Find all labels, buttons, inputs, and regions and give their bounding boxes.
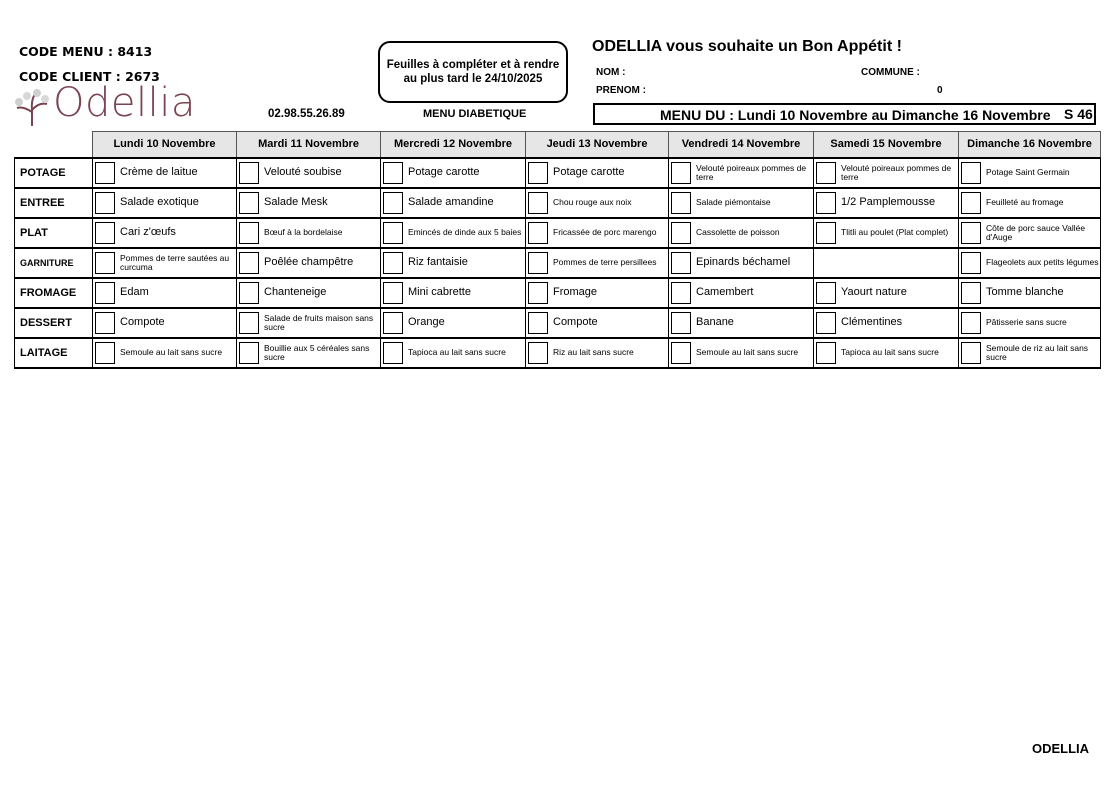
menu-cell [814, 308, 959, 338]
selection-checkbox[interactable] [528, 192, 548, 214]
dish-name: Fricassée de porc marengo [553, 227, 657, 238]
menu-cell [93, 278, 237, 308]
selection-checkbox[interactable] [961, 312, 981, 334]
category-label: POTAGE [15, 158, 93, 188]
menu-cell [669, 308, 814, 338]
dish-name: Potage Saint Germain [986, 167, 1070, 178]
dish-name: Camembert [696, 285, 754, 298]
selection-checkbox[interactable] [671, 312, 691, 334]
menu-cell [237, 338, 381, 368]
dish-name: Feuilleté au fromage [986, 197, 1064, 208]
menu-cell [526, 188, 669, 218]
selection-checkbox[interactable] [95, 192, 115, 214]
menu-cell [93, 188, 237, 218]
phone-number: 02.98.55.26.89 [268, 108, 345, 120]
dish-name: Salade piémontaise [696, 197, 771, 208]
selection-checkbox[interactable] [671, 222, 691, 244]
selection-checkbox[interactable] [961, 192, 981, 214]
menu-row [15, 278, 1101, 308]
dish-name: Emincés de dinde aux 5 baies [408, 227, 522, 238]
menu-grid [14, 131, 1101, 369]
day-header: Mercredi 12 Novembre [381, 132, 526, 158]
dish-name: Velouté soubise [264, 165, 342, 178]
deadline-box [378, 41, 568, 103]
nom-label: NOM : [596, 67, 626, 78]
day-header: Mardi 11 Novembre [237, 132, 381, 158]
week-number: S 46 [1064, 106, 1093, 122]
menu-cell [959, 218, 1101, 248]
dish-name: Riz au lait sans sucre [553, 347, 634, 358]
dish-name: Salade Mesk [264, 195, 328, 208]
menu-cell [814, 218, 959, 248]
dish-name: Tlitli au poulet (Plat complet) [841, 227, 949, 238]
menu-cell [381, 338, 526, 368]
dish-name: Fromage [553, 285, 598, 298]
corner-cell [15, 132, 93, 158]
code-menu: CODE MENU : 8413 [19, 44, 153, 59]
deadline-text: Feuilles à compléter et à rendre au plus tard le 24/10/2025 [386, 58, 560, 85]
selection-checkbox[interactable] [528, 252, 548, 274]
menu-cell [669, 248, 814, 278]
menu-cell [959, 278, 1101, 308]
menu-cell [959, 158, 1101, 188]
dish-name: Velouté poireaux pommes de terre [696, 162, 807, 182]
dish-name: Cassolette de poisson [696, 227, 780, 238]
selection-checkbox[interactable] [239, 282, 259, 304]
odellia-logo [13, 80, 213, 132]
menu-cell [669, 158, 814, 188]
selection-checkbox[interactable] [383, 222, 403, 244]
menu-cell [814, 338, 959, 368]
commune-label: COMMUNE : [861, 67, 920, 78]
menu-cell [669, 218, 814, 248]
selection-checkbox[interactable] [239, 342, 259, 364]
day-header: Dimanche 16 Novembre [959, 132, 1101, 158]
dish-name: Côte de porc sauce Vallée d'Auge [986, 222, 1086, 242]
selection-checkbox[interactable] [671, 192, 691, 214]
menu-cell [959, 188, 1101, 218]
menu-cell [93, 338, 237, 368]
selection-checkbox[interactable] [961, 222, 981, 244]
category-label: FROMAGE [15, 278, 93, 308]
selection-checkbox[interactable] [816, 312, 836, 334]
dish-name: Flageolets aux petits légumes [986, 257, 1099, 268]
category-label: GARNITURE [15, 248, 93, 278]
dish-name: Pommes de terre persillees [553, 257, 657, 268]
menu-cell [814, 278, 959, 308]
selection-checkbox[interactable] [816, 222, 836, 244]
selection-checkbox[interactable] [95, 312, 115, 334]
menu-cell [526, 248, 669, 278]
dish-name: Tapioca au lait sans sucre [841, 347, 939, 358]
selection-checkbox[interactable] [383, 192, 403, 214]
selection-checkbox[interactable] [383, 282, 403, 304]
dish-name: Poêlée champêtre [264, 255, 354, 268]
menu-cell [381, 248, 526, 278]
selection-checkbox[interactable] [816, 282, 836, 304]
menu-cell [959, 248, 1101, 278]
menu-cell [381, 188, 526, 218]
menu-cell [814, 158, 959, 188]
selection-checkbox[interactable] [383, 312, 403, 334]
dish-name: Salade de fruits maison sans sucre [264, 312, 374, 332]
dish-name: Mini cabrette [408, 285, 471, 298]
menu-cell [237, 188, 381, 218]
dish-name: Pommes de terre sautées au curcuma [120, 252, 230, 272]
dish-name: Edam [120, 285, 149, 298]
selection-checkbox[interactable] [95, 282, 115, 304]
dish-name: Tomme blanche [986, 285, 1064, 298]
menu-cell [814, 188, 959, 218]
dish-name: Orange [408, 315, 445, 328]
menu-cell [526, 338, 669, 368]
menu-cell [381, 308, 526, 338]
dish-name: Semoule au lait sans sucre [120, 347, 223, 358]
menu-cell [526, 308, 669, 338]
dish-name: Chou rouge aux noix [553, 197, 632, 208]
menu-row [15, 338, 1101, 368]
day-header: Jeudi 13 Novembre [526, 132, 669, 158]
menu-cell [526, 218, 669, 248]
menu-row [15, 158, 1101, 188]
selection-checkbox[interactable] [816, 342, 836, 364]
selection-checkbox[interactable] [239, 312, 259, 334]
menu-cell [237, 218, 381, 248]
dish-name: Velouté poireaux pommes de terre [841, 162, 952, 182]
selection-checkbox[interactable] [961, 162, 981, 184]
dish-name: Compote [120, 315, 165, 328]
dish-name: Cari z'œufs [120, 225, 176, 238]
dish-name: Chanteneige [264, 285, 327, 298]
selection-checkbox[interactable] [816, 162, 836, 184]
dish-name: Epinards béchamel [696, 255, 791, 268]
menu-cell [814, 248, 959, 278]
menu-cell [93, 248, 237, 278]
week-title: MENU DU : Lundi 10 Novembre au Dimanche 16 Novembre [660, 107, 1051, 123]
selection-checkbox[interactable] [961, 342, 981, 364]
menu-cell [959, 308, 1101, 338]
selection-checkbox[interactable] [95, 222, 115, 244]
dish-name: Salade exotique [120, 195, 199, 208]
selection-checkbox[interactable] [528, 282, 548, 304]
selection-checkbox[interactable] [961, 252, 981, 274]
selection-checkbox[interactable] [95, 252, 115, 274]
selection-checkbox[interactable] [239, 192, 259, 214]
category-label: DESSERT [15, 308, 93, 338]
menu-type: MENU DIABETIQUE [423, 108, 527, 120]
dish-name: Bœuf à la bordelaise [264, 227, 343, 238]
dish-name: Compote [553, 315, 598, 328]
menu-cell [237, 158, 381, 188]
dish-name: Banane [696, 315, 734, 328]
day-header: Vendredi 14 Novembre [669, 132, 814, 158]
selection-checkbox[interactable] [961, 282, 981, 304]
menu-cell [526, 158, 669, 188]
dish-name: Bouillie aux 5 céréales sans sucre [264, 342, 370, 362]
selection-checkbox[interactable] [671, 252, 691, 274]
dish-name: Tapioca au lait sans sucre [408, 347, 506, 358]
dish-name: Yaourt nature [841, 285, 907, 298]
menu-row [15, 188, 1101, 218]
dish-name: Clémentines [841, 315, 903, 328]
greeting: ODELLIA vous souhaite un Bon Appétit ! [592, 38, 902, 55]
menu-cell [669, 278, 814, 308]
menu-cell [237, 308, 381, 338]
selection-checkbox[interactable] [383, 162, 403, 184]
category-label: LAITAGE [15, 338, 93, 368]
dish-name: 1/2 Pamplemousse [841, 195, 936, 208]
dish-name: Semoule au lait sans sucre [696, 347, 799, 358]
selection-checkbox[interactable] [671, 342, 691, 364]
menu-cell [93, 308, 237, 338]
category-label: ENTREE [15, 188, 93, 218]
selection-checkbox[interactable] [383, 342, 403, 364]
commune-value: 0 [937, 85, 943, 96]
dish-name: Semoule de riz au lait sans sucre [986, 342, 1089, 362]
selection-checkbox[interactable] [816, 192, 836, 214]
selection-checkbox[interactable] [239, 162, 259, 184]
dish-name: Riz fantaisie [408, 255, 468, 268]
menu-cell [959, 338, 1101, 368]
dish-name: Salade amandine [408, 195, 494, 208]
selection-checkbox[interactable] [528, 222, 548, 244]
menu-cell [93, 158, 237, 188]
selection-checkbox[interactable] [239, 222, 259, 244]
footer-brand: ODELLIA [1032, 741, 1090, 756]
selection-checkbox[interactable] [383, 252, 403, 274]
dish-name: Potage carotte [553, 165, 625, 178]
menu-row [15, 308, 1101, 338]
selection-checkbox[interactable] [95, 342, 115, 364]
dish-name: Potage carotte [408, 165, 480, 178]
selection-checkbox[interactable] [95, 162, 115, 184]
logo-wordmark: Odellia [53, 80, 196, 126]
selection-checkbox[interactable] [528, 342, 548, 364]
selection-checkbox[interactable] [239, 252, 259, 274]
selection-checkbox[interactable] [528, 312, 548, 334]
dish-name: Crème de laitue [120, 165, 198, 178]
selection-checkbox[interactable] [528, 162, 548, 184]
menu-cell [381, 158, 526, 188]
menu-cell [669, 338, 814, 368]
selection-checkbox[interactable] [671, 162, 691, 184]
code-client: CODE CLIENT : 2673 [19, 69, 160, 84]
day-header: Lundi 10 Novembre [93, 132, 237, 158]
dish-name: Pâtisserie sans sucre [986, 317, 1067, 328]
menu-cell [381, 278, 526, 308]
menu-cell [669, 188, 814, 218]
menu-cell [526, 278, 669, 308]
menu-cell [237, 248, 381, 278]
menu-row [15, 248, 1101, 278]
menu-cell [237, 278, 381, 308]
prenom-label: PRENOM : [596, 85, 646, 96]
menu-cell [381, 218, 526, 248]
selection-checkbox[interactable] [671, 282, 691, 304]
menu-cell [93, 218, 237, 248]
day-header: Samedi 15 Novembre [814, 132, 959, 158]
menu-row [15, 218, 1101, 248]
category-label: PLAT [15, 218, 93, 248]
